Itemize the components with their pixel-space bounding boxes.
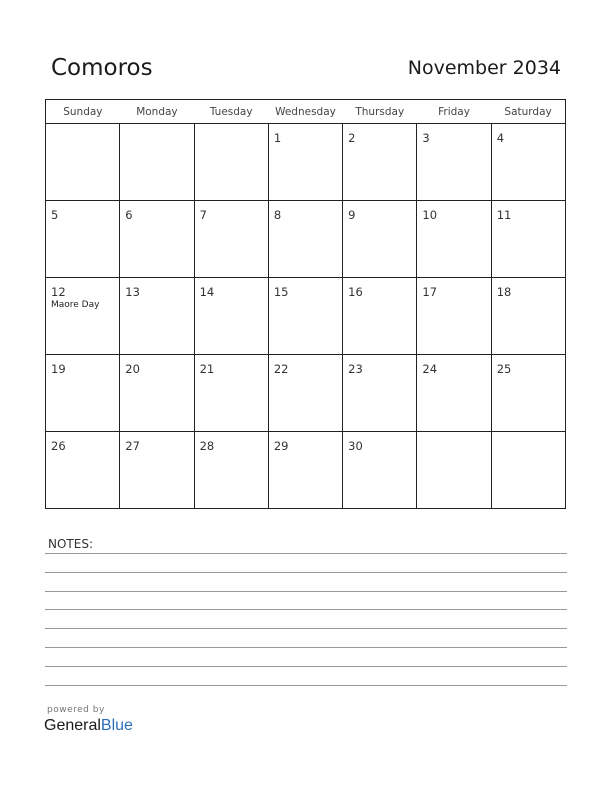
- day-cell: [194, 355, 268, 432]
- day-number: 16: [348, 285, 363, 299]
- day-cell: [343, 432, 417, 509]
- day-number: 15: [273, 285, 289, 299]
- day-cell: [194, 278, 268, 355]
- day-number: 5: [51, 208, 59, 222]
- day-cell: [343, 355, 417, 432]
- holiday-label: Maore Day: [51, 300, 100, 310]
- day-number: 13: [125, 285, 140, 299]
- weekday-thursday: Thursday: [343, 100, 417, 124]
- day-cell: [120, 432, 194, 509]
- notes-label: NOTES:: [48, 537, 93, 551]
- week-row: [46, 278, 566, 355]
- day-number: 2: [348, 131, 356, 145]
- day-number: 21: [199, 362, 215, 376]
- day-number: 3: [422, 131, 430, 145]
- day-cell: [417, 124, 491, 201]
- note-line: [45, 628, 567, 629]
- day-number: 6: [125, 208, 133, 222]
- weekday-header-row: [46, 100, 566, 124]
- day-number: 17: [422, 285, 438, 299]
- day-cell: [343, 201, 417, 278]
- powered-by-text: powered by: [47, 705, 105, 715]
- note-line: [45, 609, 567, 610]
- brand-general: General: [44, 717, 101, 734]
- weekday-wednesday: Wednesday: [268, 100, 342, 124]
- note-line: [45, 591, 567, 592]
- day-cell: [417, 432, 491, 509]
- day-cell: [120, 278, 194, 355]
- day-number: 30: [348, 439, 363, 453]
- week-row: [46, 432, 566, 509]
- weekday-monday: Monday: [120, 100, 194, 124]
- day-cell: [417, 355, 491, 432]
- day-cell: [417, 278, 491, 355]
- day-cell: [120, 124, 194, 201]
- day-cell: [120, 201, 194, 278]
- week-row: [46, 201, 566, 278]
- day-cell: [491, 355, 565, 432]
- day-cell: [268, 201, 342, 278]
- weekday-tuesday: Tuesday: [194, 100, 268, 124]
- day-cell: [491, 432, 565, 509]
- day-number: 29: [273, 439, 289, 453]
- day-number: 23: [348, 362, 363, 376]
- day-cell: [268, 432, 342, 509]
- note-line: [45, 666, 567, 667]
- month-year-title: November 2034: [407, 57, 561, 79]
- day-cell: [491, 124, 565, 201]
- note-line: [45, 647, 567, 648]
- day-number: 28: [199, 439, 215, 453]
- calendar-grid: [45, 99, 566, 509]
- day-cell: [268, 278, 342, 355]
- weekday-friday: Friday: [417, 100, 491, 124]
- weekday-sunday: Sunday: [46, 100, 120, 124]
- day-cell: [46, 278, 120, 355]
- day-number: 8: [273, 208, 282, 222]
- weekday-saturday: Saturday: [491, 100, 565, 124]
- day-cell: [491, 201, 565, 278]
- day-cell: [268, 124, 342, 201]
- day-cell: [268, 355, 342, 432]
- day-number: 1: [273, 131, 282, 145]
- day-cell: [194, 124, 268, 201]
- day-cell: [120, 355, 194, 432]
- day-number: 26: [51, 439, 66, 453]
- day-cell: [46, 124, 120, 201]
- day-cell: [417, 201, 491, 278]
- day-number: 20: [125, 362, 140, 376]
- day-number: 19: [51, 362, 66, 376]
- day-number: 24: [422, 362, 438, 376]
- day-cell: [46, 201, 120, 278]
- day-cell: [46, 432, 120, 509]
- day-cell: [343, 124, 417, 201]
- note-line: [45, 553, 567, 554]
- note-line: [45, 572, 567, 573]
- day-number: 11: [496, 208, 512, 222]
- day-cell: [194, 432, 268, 509]
- week-row: [46, 124, 566, 201]
- day-number: 22: [273, 362, 289, 376]
- note-line: [45, 685, 567, 686]
- day-number: 7: [199, 208, 207, 222]
- day-number: 14: [199, 285, 215, 299]
- day-number: 25: [496, 362, 512, 376]
- day-cell: [491, 278, 565, 355]
- day-number: 4: [496, 131, 505, 145]
- day-number: 12: [51, 285, 66, 299]
- country-title: Comoros: [51, 55, 153, 81]
- week-row: [46, 355, 566, 432]
- brand-blue: Blue: [100, 717, 133, 734]
- day-cell: [343, 278, 417, 355]
- day-number: 27: [125, 439, 140, 453]
- day-number: 9: [348, 208, 356, 222]
- day-number: 18: [496, 285, 512, 299]
- day-cell: [194, 201, 268, 278]
- brand-logo: [44, 717, 133, 735]
- day-number: 10: [422, 208, 438, 222]
- day-cell: [46, 355, 120, 432]
